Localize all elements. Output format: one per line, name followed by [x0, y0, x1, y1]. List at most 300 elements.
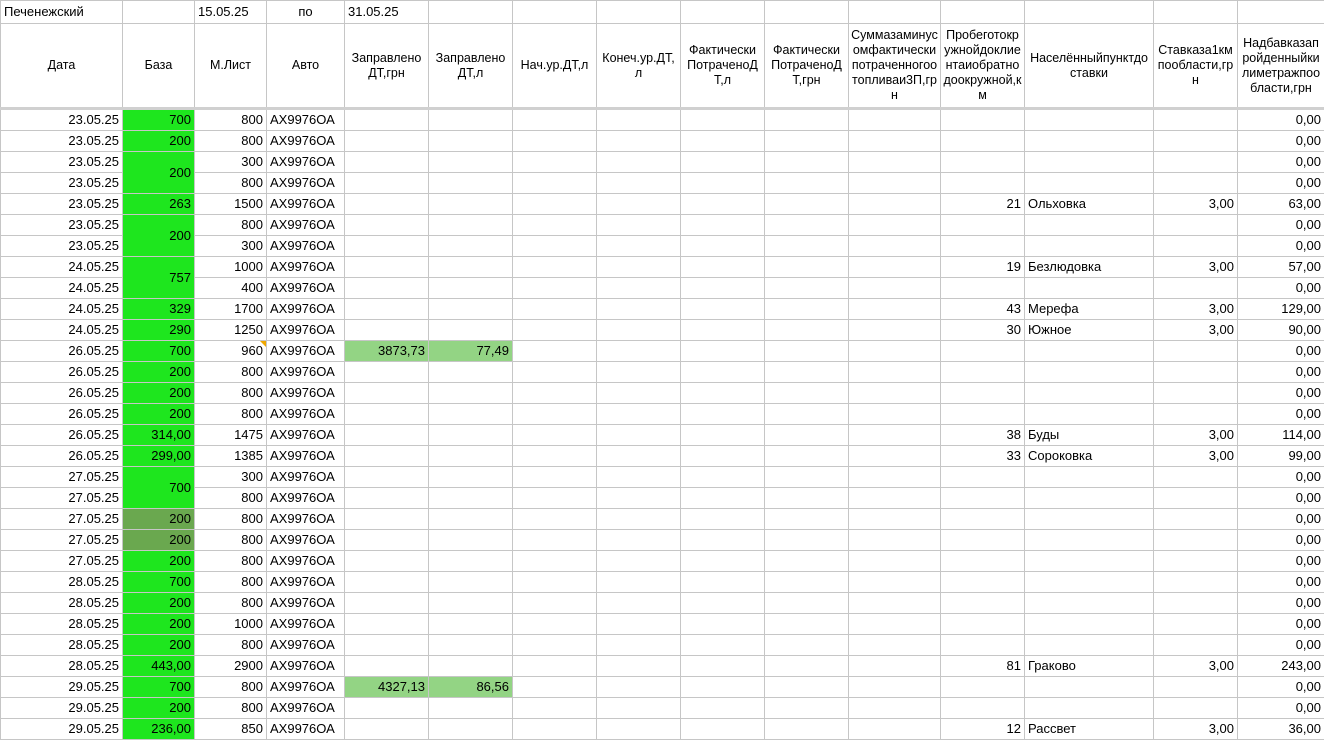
base-cell[interactable]: 200 [123, 215, 195, 257]
date-cell[interactable]: 28.05.25 [1, 572, 123, 593]
settlement-cell[interactable] [1025, 551, 1154, 572]
rate-cell[interactable] [1154, 404, 1238, 425]
end-level-cell[interactable] [597, 719, 681, 740]
settlement-cell[interactable] [1025, 614, 1154, 635]
sum-cell[interactable] [849, 341, 941, 362]
spent-l-cell[interactable] [681, 362, 765, 383]
filled-uah-cell[interactable] [345, 299, 429, 320]
filled-l-cell[interactable] [429, 383, 513, 404]
header-filled-l[interactable]: Заправлено ДТ,л [429, 24, 513, 109]
date-cell[interactable]: 27.05.25 [1, 530, 123, 551]
mileage-cell[interactable] [941, 572, 1025, 593]
mlist-cell[interactable]: 800 [195, 173, 267, 194]
mileage-cell[interactable] [941, 341, 1025, 362]
sum-cell[interactable] [849, 362, 941, 383]
date-cell[interactable]: 28.05.25 [1, 656, 123, 677]
base-cell[interactable]: 200 [123, 698, 195, 719]
auto-cell[interactable]: АХ9976ОА [267, 593, 345, 614]
spent-uah-cell[interactable] [765, 656, 849, 677]
end-level-cell[interactable] [597, 404, 681, 425]
rate-cell[interactable] [1154, 551, 1238, 572]
start-level-cell[interactable] [513, 152, 597, 173]
date-cell[interactable]: 24.05.25 [1, 278, 123, 299]
settlement-cell[interactable]: Буды [1025, 425, 1154, 446]
auto-cell[interactable]: АХ9976ОА [267, 530, 345, 551]
spent-l-cell[interactable] [681, 152, 765, 173]
base-cell[interactable]: 200 [123, 635, 195, 656]
date-cell[interactable]: 28.05.25 [1, 593, 123, 614]
bonus-cell[interactable]: 114,00 [1238, 425, 1324, 446]
filled-l-cell[interactable]: 86,56 [429, 677, 513, 698]
sum-cell[interactable] [849, 320, 941, 341]
auto-cell[interactable]: АХ9976ОА [267, 635, 345, 656]
spent-uah-cell[interactable] [765, 719, 849, 740]
header-rate[interactable]: Ставказа1кмпообласти,грн [1154, 24, 1238, 109]
mlist-cell[interactable]: 800 [195, 572, 267, 593]
filled-uah-cell[interactable] [345, 446, 429, 467]
mlist-cell[interactable]: 800 [195, 131, 267, 152]
filled-uah-cell[interactable] [345, 467, 429, 488]
settlement-cell[interactable]: Безлюдовка [1025, 257, 1154, 278]
start-level-cell[interactable] [513, 719, 597, 740]
settlement-cell[interactable] [1025, 404, 1154, 425]
bonus-cell[interactable]: 0,00 [1238, 593, 1324, 614]
date-cell[interactable]: 23.05.25 [1, 173, 123, 194]
auto-cell[interactable]: АХ9976ОА [267, 572, 345, 593]
spent-uah-cell[interactable] [765, 635, 849, 656]
mlist-cell[interactable]: 300 [195, 467, 267, 488]
filled-l-cell[interactable] [429, 467, 513, 488]
rate-cell[interactable]: 3,00 [1154, 299, 1238, 320]
start-level-cell[interactable] [513, 341, 597, 362]
spent-uah-cell[interactable] [765, 446, 849, 467]
mlist-cell[interactable]: 800 [195, 698, 267, 719]
auto-cell[interactable]: АХ9976ОА [267, 362, 345, 383]
sum-cell[interactable] [849, 109, 941, 131]
mileage-cell[interactable]: 33 [941, 446, 1025, 467]
rate-cell[interactable] [1154, 173, 1238, 194]
spent-uah-cell[interactable] [765, 278, 849, 299]
end-level-cell[interactable] [597, 383, 681, 404]
settlement-cell[interactable] [1025, 131, 1154, 152]
mileage-cell[interactable] [941, 614, 1025, 635]
base-cell[interactable]: 700 [123, 572, 195, 593]
spent-uah-cell[interactable] [765, 257, 849, 278]
rate-cell[interactable] [1154, 109, 1238, 131]
sum-cell[interactable] [849, 488, 941, 509]
mlist-cell[interactable]: 800 [195, 677, 267, 698]
bonus-cell[interactable]: 90,00 [1238, 320, 1324, 341]
filled-uah-cell[interactable] [345, 593, 429, 614]
auto-cell[interactable]: АХ9976ОА [267, 656, 345, 677]
spent-uah-cell[interactable] [765, 467, 849, 488]
bonus-cell[interactable]: 0,00 [1238, 152, 1324, 173]
bonus-cell[interactable]: 0,00 [1238, 215, 1324, 236]
header-spent-l[interactable]: Фактически ПотраченоДТ,л [681, 24, 765, 109]
end-level-cell[interactable] [597, 446, 681, 467]
auto-cell[interactable]: АХ9976ОА [267, 719, 345, 740]
date-cell[interactable]: 29.05.25 [1, 719, 123, 740]
bonus-cell[interactable]: 0,00 [1238, 173, 1324, 194]
bonus-cell[interactable]: 0,00 [1238, 509, 1324, 530]
filled-l-cell[interactable] [429, 109, 513, 131]
mileage-cell[interactable]: 12 [941, 719, 1025, 740]
spent-uah-cell[interactable] [765, 173, 849, 194]
filled-l-cell[interactable] [429, 404, 513, 425]
spent-l-cell[interactable] [681, 299, 765, 320]
mileage-cell[interactable] [941, 383, 1025, 404]
mileage-cell[interactable]: 81 [941, 656, 1025, 677]
base-cell[interactable]: 200 [123, 362, 195, 383]
header-base[interactable]: База [123, 24, 195, 109]
auto-cell[interactable]: АХ9976ОА [267, 236, 345, 257]
start-level-cell[interactable] [513, 404, 597, 425]
filled-uah-cell[interactable] [345, 131, 429, 152]
sum-cell[interactable] [849, 215, 941, 236]
auto-cell[interactable]: АХ9976ОА [267, 194, 345, 215]
filled-l-cell[interactable] [429, 572, 513, 593]
filled-uah-cell[interactable] [345, 404, 429, 425]
filled-l-cell[interactable] [429, 425, 513, 446]
spent-uah-cell[interactable] [765, 698, 849, 719]
bonus-cell[interactable]: 57,00 [1238, 257, 1324, 278]
mlist-cell[interactable]: 800 [195, 635, 267, 656]
mlist-cell[interactable]: 800 [195, 215, 267, 236]
rate-cell[interactable]: 3,00 [1154, 194, 1238, 215]
sum-cell[interactable] [849, 551, 941, 572]
mlist-cell[interactable]: 1500 [195, 194, 267, 215]
spent-l-cell[interactable] [681, 467, 765, 488]
spent-l-cell[interactable] [681, 509, 765, 530]
rate-cell[interactable] [1154, 509, 1238, 530]
bonus-cell[interactable]: 0,00 [1238, 362, 1324, 383]
spent-uah-cell[interactable] [765, 109, 849, 131]
end-level-cell[interactable] [597, 488, 681, 509]
filled-l-cell[interactable] [429, 278, 513, 299]
rate-cell[interactable]: 3,00 [1154, 719, 1238, 740]
end-level-cell[interactable] [597, 257, 681, 278]
base-cell[interactable]: 200 [123, 593, 195, 614]
bonus-cell[interactable]: 0,00 [1238, 635, 1324, 656]
start-level-cell[interactable] [513, 614, 597, 635]
spent-l-cell[interactable] [681, 278, 765, 299]
start-level-cell[interactable] [513, 278, 597, 299]
filled-uah-cell[interactable] [345, 572, 429, 593]
filled-uah-cell[interactable] [345, 194, 429, 215]
filled-uah-cell[interactable] [345, 236, 429, 257]
mlist-cell[interactable]: 1250 [195, 320, 267, 341]
spent-l-cell[interactable] [681, 320, 765, 341]
start-level-cell[interactable] [513, 173, 597, 194]
sum-cell[interactable] [849, 131, 941, 152]
rate-cell[interactable] [1154, 635, 1238, 656]
bonus-cell[interactable]: 0,00 [1238, 467, 1324, 488]
mileage-cell[interactable] [941, 215, 1025, 236]
date-cell[interactable]: 27.05.25 [1, 488, 123, 509]
start-level-cell[interactable] [513, 362, 597, 383]
auto-cell[interactable]: АХ9976ОА [267, 551, 345, 572]
auto-cell[interactable]: АХ9976ОА [267, 109, 345, 131]
spent-l-cell[interactable] [681, 173, 765, 194]
end-level-cell[interactable] [597, 194, 681, 215]
start-level-cell[interactable] [513, 593, 597, 614]
rate-cell[interactable] [1154, 362, 1238, 383]
end-level-cell[interactable] [597, 152, 681, 173]
filled-uah-cell[interactable] [345, 425, 429, 446]
mileage-cell[interactable] [941, 467, 1025, 488]
filled-uah-cell[interactable] [345, 320, 429, 341]
filled-l-cell[interactable] [429, 635, 513, 656]
base-cell[interactable]: 200 [123, 404, 195, 425]
mileage-cell[interactable] [941, 152, 1025, 173]
filled-l-cell[interactable] [429, 320, 513, 341]
sum-cell[interactable] [849, 278, 941, 299]
rate-cell[interactable] [1154, 488, 1238, 509]
mileage-cell[interactable] [941, 131, 1025, 152]
spent-uah-cell[interactable] [765, 341, 849, 362]
mileage-cell[interactable] [941, 404, 1025, 425]
end-level-cell[interactable] [597, 236, 681, 257]
mileage-cell[interactable] [941, 236, 1025, 257]
auto-cell[interactable]: АХ9976ОА [267, 614, 345, 635]
filled-uah-cell[interactable] [345, 509, 429, 530]
header-filled-uah[interactable]: Заправлено ДТ,грн [345, 24, 429, 109]
filled-uah-cell[interactable] [345, 656, 429, 677]
start-level-cell[interactable] [513, 131, 597, 152]
filled-uah-cell[interactable] [345, 278, 429, 299]
auto-cell[interactable]: АХ9976ОА [267, 257, 345, 278]
mileage-cell[interactable] [941, 509, 1025, 530]
settlement-cell[interactable]: Граково [1025, 656, 1154, 677]
rate-cell[interactable] [1154, 698, 1238, 719]
start-level-cell[interactable] [513, 299, 597, 320]
rate-cell[interactable]: 3,00 [1154, 320, 1238, 341]
header-mileage[interactable]: Пробеготокружнойдоклиентаиобратнодоокружной,км [941, 24, 1025, 109]
mileage-cell[interactable] [941, 362, 1025, 383]
auto-cell[interactable]: АХ9976ОА [267, 152, 345, 173]
bonus-cell[interactable]: 0,00 [1238, 551, 1324, 572]
spent-uah-cell[interactable] [765, 530, 849, 551]
header-auto[interactable]: Авто [267, 24, 345, 109]
rate-cell[interactable]: 3,00 [1154, 425, 1238, 446]
rate-cell[interactable] [1154, 278, 1238, 299]
start-level-cell[interactable] [513, 257, 597, 278]
bonus-cell[interactable]: 0,00 [1238, 698, 1324, 719]
header-start-level[interactable]: Нач.ур.ДТ,л [513, 24, 597, 109]
settlement-cell[interactable] [1025, 467, 1154, 488]
sum-cell[interactable] [849, 509, 941, 530]
spent-l-cell[interactable] [681, 719, 765, 740]
mlist-cell[interactable]: 400 [195, 278, 267, 299]
start-level-cell[interactable] [513, 320, 597, 341]
settlement-cell[interactable] [1025, 383, 1154, 404]
mlist-cell[interactable]: 960 [195, 341, 267, 362]
filled-l-cell[interactable] [429, 593, 513, 614]
spent-l-cell[interactable] [681, 551, 765, 572]
mileage-cell[interactable] [941, 593, 1025, 614]
filled-uah-cell[interactable] [345, 551, 429, 572]
bonus-cell[interactable]: 36,00 [1238, 719, 1324, 740]
mlist-cell[interactable]: 800 [195, 488, 267, 509]
settlement-cell[interactable] [1025, 278, 1154, 299]
sum-cell[interactable] [849, 677, 941, 698]
filled-l-cell[interactable] [429, 656, 513, 677]
date-cell[interactable]: 27.05.25 [1, 509, 123, 530]
filled-l-cell[interactable] [429, 299, 513, 320]
auto-cell[interactable]: АХ9976ОА [267, 677, 345, 698]
spent-uah-cell[interactable] [765, 131, 849, 152]
date-cell[interactable]: 27.05.25 [1, 551, 123, 572]
auto-cell[interactable]: АХ9976ОА [267, 320, 345, 341]
mileage-cell[interactable] [941, 173, 1025, 194]
spent-uah-cell[interactable] [765, 425, 849, 446]
mileage-cell[interactable] [941, 635, 1025, 656]
filled-l-cell[interactable] [429, 488, 513, 509]
start-level-cell[interactable] [513, 572, 597, 593]
start-level-cell[interactable] [513, 530, 597, 551]
mileage-cell[interactable] [941, 530, 1025, 551]
filled-l-cell[interactable] [429, 131, 513, 152]
date-cell[interactable]: 23.05.25 [1, 236, 123, 257]
sum-cell[interactable] [849, 299, 941, 320]
spent-uah-cell[interactable] [765, 152, 849, 173]
auto-cell[interactable]: АХ9976ОА [267, 383, 345, 404]
header-bonus[interactable]: Надбавказапройденныйкилиметражпообласти,грн [1238, 24, 1324, 109]
auto-cell[interactable]: АХ9976ОА [267, 215, 345, 236]
rate-cell[interactable] [1154, 341, 1238, 362]
spent-uah-cell[interactable] [765, 614, 849, 635]
filled-l-cell[interactable] [429, 509, 513, 530]
spent-uah-cell[interactable] [765, 299, 849, 320]
sum-cell[interactable] [849, 635, 941, 656]
end-level-cell[interactable] [597, 425, 681, 446]
mlist-cell[interactable]: 850 [195, 719, 267, 740]
filled-l-cell[interactable] [429, 362, 513, 383]
sum-cell[interactable] [849, 194, 941, 215]
date-to-cell[interactable]: 31.05.25 [345, 1, 429, 24]
base-cell[interactable]: 200 [123, 551, 195, 572]
mileage-cell[interactable] [941, 677, 1025, 698]
settlement-cell[interactable] [1025, 530, 1154, 551]
filled-l-cell[interactable] [429, 530, 513, 551]
base-cell[interactable]: 236,00 [123, 719, 195, 740]
end-level-cell[interactable] [597, 362, 681, 383]
mlist-cell[interactable]: 1000 [195, 614, 267, 635]
settlement-cell[interactable]: Рассвет [1025, 719, 1154, 740]
base-cell[interactable]: 757 [123, 257, 195, 299]
sum-cell[interactable] [849, 257, 941, 278]
spent-uah-cell[interactable] [765, 572, 849, 593]
date-sep-cell[interactable]: по [267, 1, 345, 24]
start-level-cell[interactable] [513, 446, 597, 467]
base-cell[interactable]: 700 [123, 109, 195, 131]
spent-l-cell[interactable] [681, 656, 765, 677]
date-cell[interactable]: 23.05.25 [1, 109, 123, 131]
bonus-cell[interactable]: 0,00 [1238, 236, 1324, 257]
settlement-cell[interactable] [1025, 677, 1154, 698]
end-level-cell[interactable] [597, 635, 681, 656]
spent-l-cell[interactable] [681, 236, 765, 257]
sum-cell[interactable] [849, 383, 941, 404]
mlist-cell[interactable]: 1700 [195, 299, 267, 320]
base-cell[interactable]: 200 [123, 131, 195, 152]
mlist-cell[interactable]: 800 [195, 109, 267, 131]
sum-cell[interactable] [849, 593, 941, 614]
auto-cell[interactable]: АХ9976ОА [267, 299, 345, 320]
end-level-cell[interactable] [597, 109, 681, 131]
date-cell[interactable]: 26.05.25 [1, 341, 123, 362]
settlement-cell[interactable] [1025, 152, 1154, 173]
spent-l-cell[interactable] [681, 215, 765, 236]
settlement-cell[interactable] [1025, 109, 1154, 131]
spent-uah-cell[interactable] [765, 677, 849, 698]
sum-cell[interactable] [849, 236, 941, 257]
sum-cell[interactable] [849, 698, 941, 719]
mlist-cell[interactable]: 2900 [195, 656, 267, 677]
filled-l-cell[interactable] [429, 257, 513, 278]
rate-cell[interactable] [1154, 572, 1238, 593]
end-level-cell[interactable] [597, 698, 681, 719]
mlist-cell[interactable]: 800 [195, 530, 267, 551]
date-cell[interactable]: 29.05.25 [1, 677, 123, 698]
base-cell[interactable]: 700 [123, 341, 195, 362]
header-end-level[interactable]: Конеч.ур.ДТ,л [597, 24, 681, 109]
rate-cell[interactable] [1154, 215, 1238, 236]
filled-l-cell[interactable] [429, 446, 513, 467]
date-cell[interactable]: 29.05.25 [1, 698, 123, 719]
spent-uah-cell[interactable] [765, 593, 849, 614]
spent-uah-cell[interactable] [765, 215, 849, 236]
rate-cell[interactable] [1154, 152, 1238, 173]
mileage-cell[interactable]: 43 [941, 299, 1025, 320]
settlement-cell[interactable]: Мерефа [1025, 299, 1154, 320]
base-cell[interactable]: 700 [123, 677, 195, 698]
mlist-cell[interactable]: 1475 [195, 425, 267, 446]
end-level-cell[interactable] [597, 299, 681, 320]
start-level-cell[interactable] [513, 635, 597, 656]
mileage-cell[interactable]: 19 [941, 257, 1025, 278]
rate-cell[interactable] [1154, 467, 1238, 488]
spent-l-cell[interactable] [681, 131, 765, 152]
spent-l-cell[interactable] [681, 257, 765, 278]
mileage-cell[interactable]: 21 [941, 194, 1025, 215]
mileage-cell[interactable] [941, 698, 1025, 719]
sum-cell[interactable] [849, 614, 941, 635]
filled-l-cell[interactable] [429, 698, 513, 719]
start-level-cell[interactable] [513, 677, 597, 698]
spent-l-cell[interactable] [681, 593, 765, 614]
settlement-cell[interactable]: Ольховка [1025, 194, 1154, 215]
date-cell[interactable]: 23.05.25 [1, 215, 123, 236]
date-cell[interactable]: 27.05.25 [1, 467, 123, 488]
date-cell[interactable]: 28.05.25 [1, 635, 123, 656]
mlist-cell[interactable]: 300 [195, 152, 267, 173]
filled-uah-cell[interactable] [345, 698, 429, 719]
end-level-cell[interactable] [597, 320, 681, 341]
bonus-cell[interactable]: 0,00 [1238, 278, 1324, 299]
spent-uah-cell[interactable] [765, 488, 849, 509]
rate-cell[interactable]: 3,00 [1154, 257, 1238, 278]
mlist-cell[interactable]: 1000 [195, 257, 267, 278]
spent-l-cell[interactable] [681, 194, 765, 215]
start-level-cell[interactable] [513, 383, 597, 404]
spent-l-cell[interactable] [681, 341, 765, 362]
base-cell[interactable]: 200 [123, 509, 195, 530]
end-level-cell[interactable] [597, 278, 681, 299]
mlist-cell[interactable]: 300 [195, 236, 267, 257]
settlement-cell[interactable] [1025, 236, 1154, 257]
bonus-cell[interactable]: 0,00 [1238, 677, 1324, 698]
